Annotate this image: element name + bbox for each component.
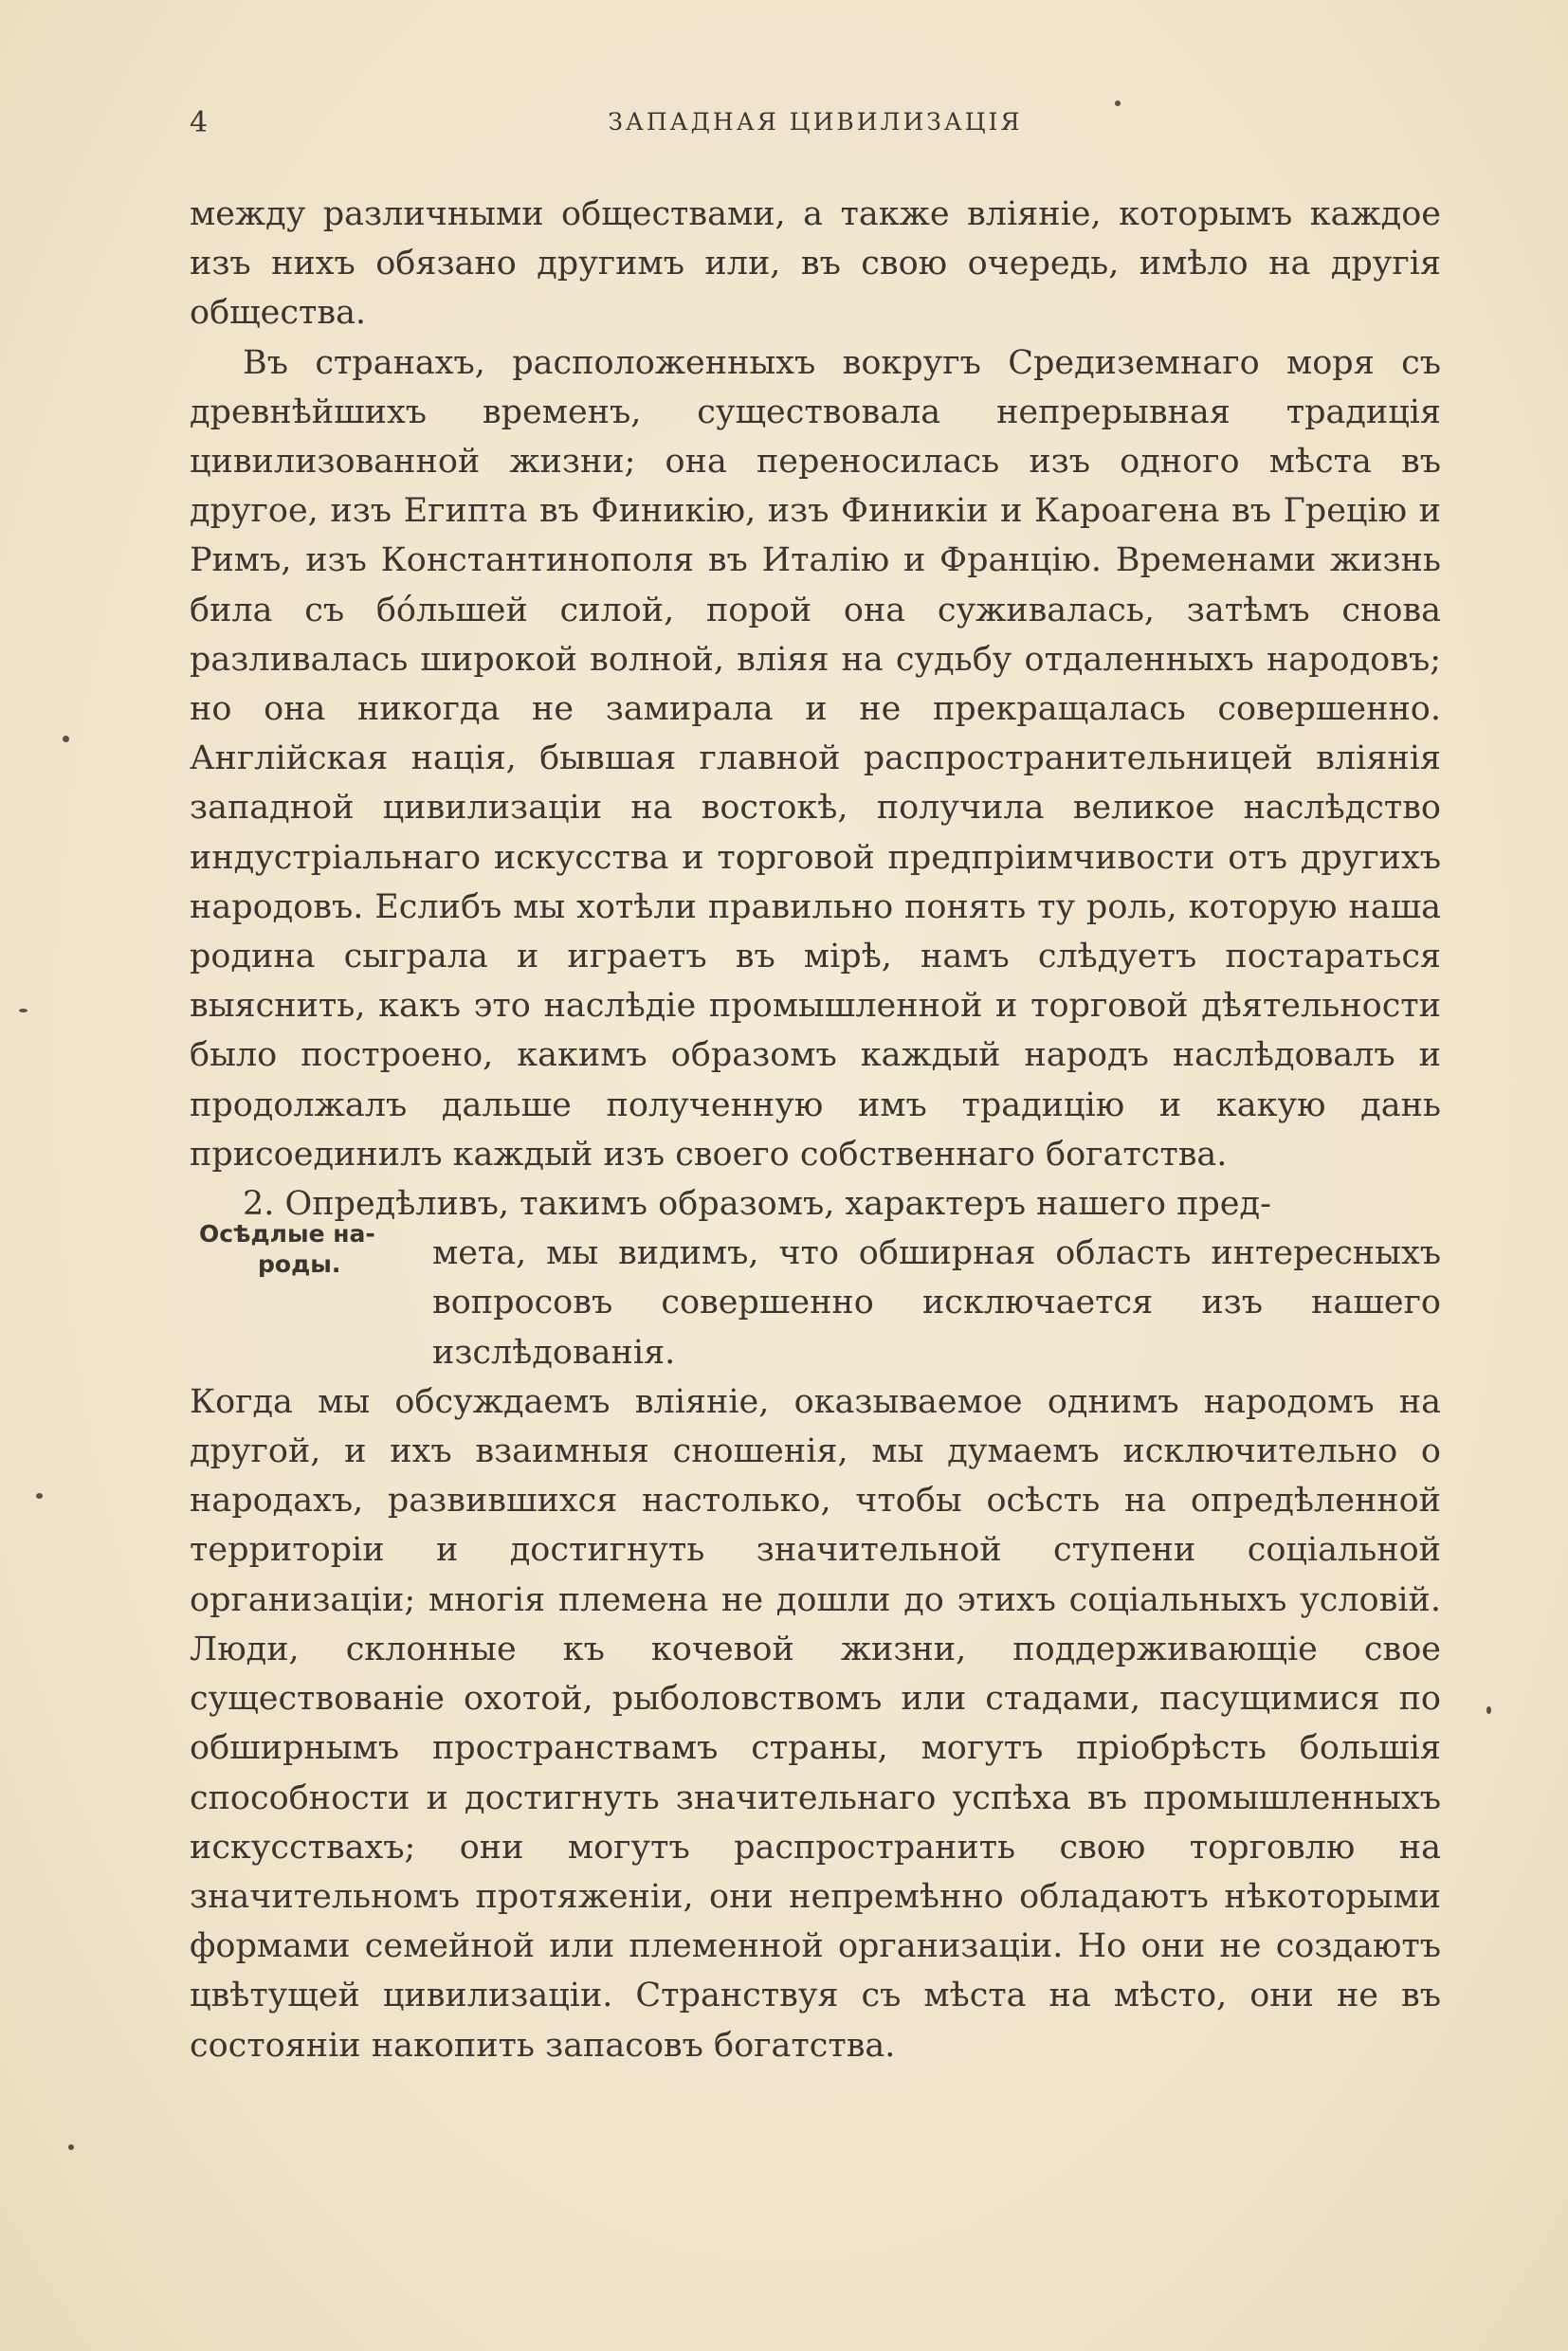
page-number: 4 xyxy=(190,106,210,139)
paragraph-continuation: между различными обществами, а также вліяніе, которымъ каждое изъ нихъ обязано другимъ или, въ свою очередь, имѣло на другія общества. xyxy=(190,195,1441,333)
paragraph-mediterranean: Въ странахъ, расположенныхъ вокругъ Средиземнаго моря съ древнѣйшихъ временъ, существовала непрерывная традиція цивилизованной жизни; она переносилась изъ одного мѣста въ другое, изъ Египта въ Финикію, изъ Финикіи и Кароагена въ Грецію и Римъ, изъ Константинополя въ Италію и Францію. Временами жизнь била съ бо́льшей силой, порой она суживалась, затѣмъ снова разливалась широкой волной, вліяя на судьбу отдаленныхъ народовъ; но она никогда не замирала и не прекращалась совершенно. Англійская нація, бывшая главной распространительницей вліянія западной цивилизаціи на востокѣ, получила великое наслѣдство индустріальнаго искусства и торговой предпріимчивости отъ другихъ народовъ. Еслибъ мы хотѣли правильно понять ту роль, которую наша родина сыграла и играетъ въ мірѣ, намъ слѣдуетъ постараться выяснить, какъ это наслѣдіе промышленной и торговой дѣятельности было построено, какимъ образомъ каждый народъ наслѣдовалъ и продолжалъ дальше полученную имъ традицію и какую дань присоединилъ каждый изъ своего собственнаго богатства. xyxy=(190,343,1441,1174)
body-text xyxy=(190,190,1441,2070)
paper-speck xyxy=(19,1009,27,1012)
paper-speck xyxy=(1115,100,1121,106)
page-header xyxy=(190,106,1441,144)
paper-speck xyxy=(63,736,69,742)
section-2-first-line: 2. Опредѣливъ, такимъ образомъ, характеръ нашего пред- xyxy=(243,1185,1271,1224)
paper-speck xyxy=(36,1493,43,1499)
section-2-inset-text: мета, мы видимъ, что обширная область интересныхъ вопросовъ совершенно исключается изъ нашего изслѣдованія. xyxy=(432,1234,1441,1372)
paper-speck xyxy=(68,2144,74,2150)
section-2 xyxy=(190,1179,1441,2070)
section-2-continuation: Когда мы обсуждаемъ вліяніе, оказываемое однимъ народомъ на другой, и ихъ взаимныя сношенія, мы думаемъ исключительно о народахъ, развившихся настолько, чтобы осѣсть на опредѣленной территоріи и достигнуть значительной ступени соціальной организаціи; многія племена не дошли до этихъ соціальныхъ условій. Люди, склонные къ кочевой жизни, поддерживающіе свое существованіе охотой, рыболовствомъ или стадами, пасущимися по обширнымъ пространствамъ страны, могутъ пріобрѣсть большія способности и достигнуть значительнаго успѣха въ промышленныхъ искусствахъ; они могутъ распространить свою торговлю на значительномъ протяженіи, они непремѣнно обладаютъ нѣкоторыми формами семейной или племенной организаціи. Но они не создаютъ цвѣтущей цивилизаціи. Странствуя съ мѣста на мѣсто, они не въ состояніи накопить запасовъ богатства. xyxy=(190,1382,1441,2065)
running-title: ЗАПАДНАЯ ЦИВИЛИЗАЦІЯ xyxy=(608,108,1023,136)
paper-speck xyxy=(1486,1706,1491,1714)
margin-note xyxy=(199,1219,408,1280)
margin-note-line-1: Осѣдлые на- xyxy=(199,1220,375,1248)
margin-note-line-2: роды. xyxy=(258,1250,341,1279)
